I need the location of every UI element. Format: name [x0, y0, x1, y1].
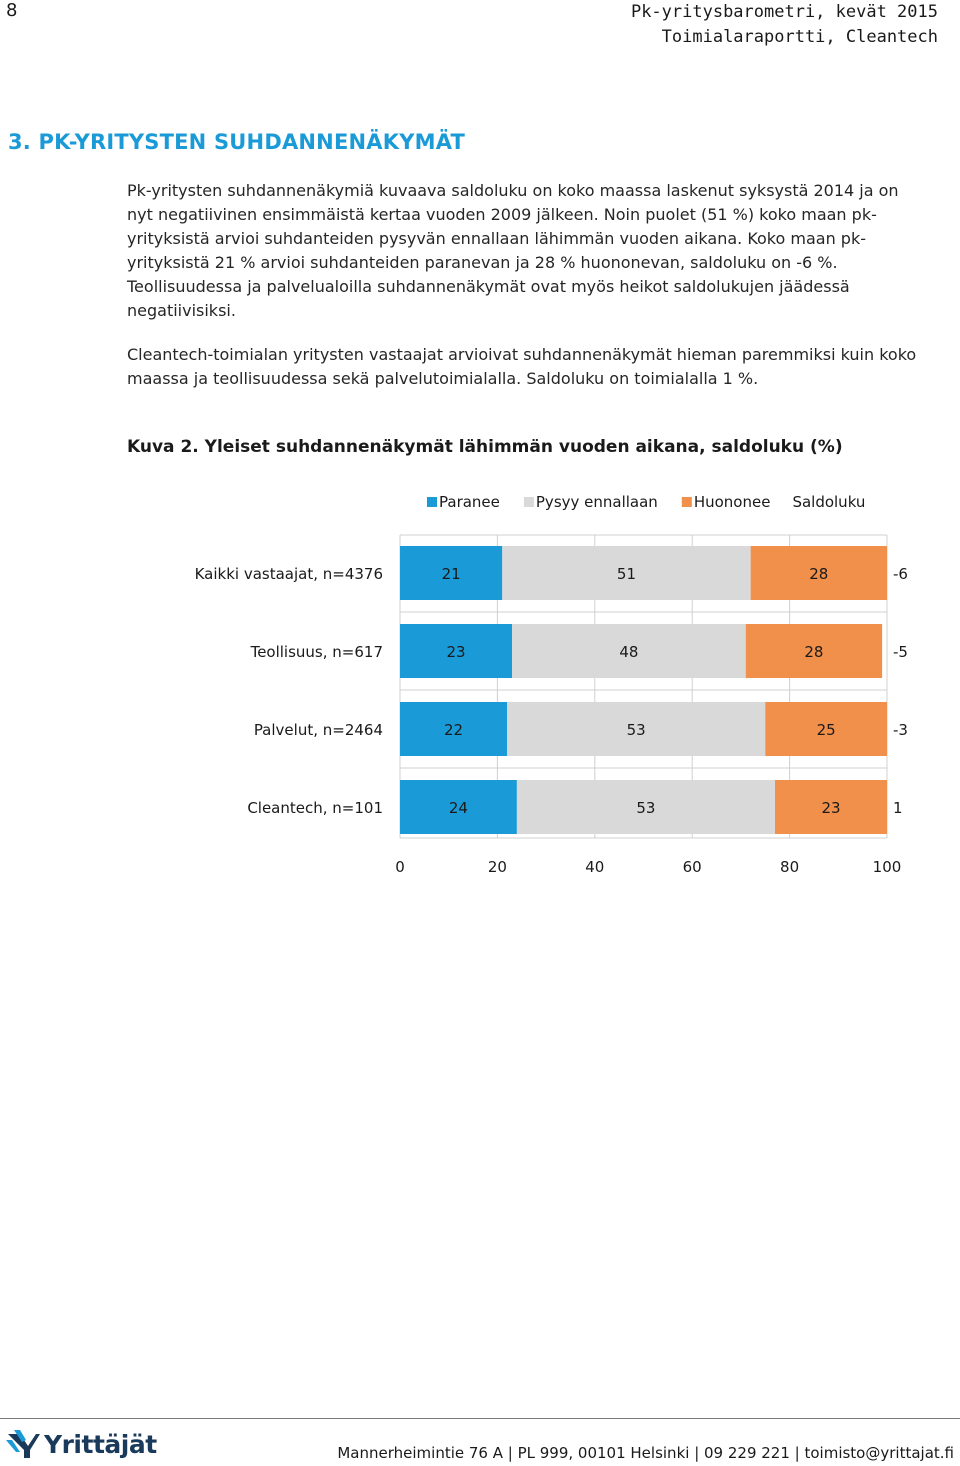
footer-logo: [6, 1428, 157, 1460]
legend-label-saldo: Saldoluku: [792, 493, 866, 511]
saldo-value-1: -5: [893, 643, 908, 661]
footer-address: Mannerheimintie 76 A | PL 999, 00101 Helsinki | 09 229 221 | toimisto@yrittajat.fi: [337, 1444, 954, 1462]
chart-svg: [0, 480, 960, 900]
bar-value-2-1: 53: [626, 721, 646, 739]
running-header: [631, 0, 938, 50]
x-tick-label-0: 0: [395, 858, 405, 876]
paragraph-2: Cleantech-toimialan yritysten vastaajat arvioivat suhdannenäkymät hieman paremmiksi kuin koko maassa ja teollisuudessa sekä palvelutoimialalla. Saldoluku on toimialalla 1 %.: [127, 345, 917, 388]
section-heading: 3. PK-YRITYSTEN SUHDANNENÄKYMÄT: [8, 130, 466, 154]
bar-value-3-1: 53: [636, 799, 656, 817]
legend-swatch-1: [524, 497, 534, 507]
bar-value-1-0: 23: [446, 643, 466, 661]
yrittajat-logo-icon: [6, 1428, 42, 1460]
bar-value-2-2: 25: [816, 721, 836, 739]
logo-text: Yrittäjät: [44, 1429, 157, 1459]
bar-value-0-1: 51: [616, 565, 637, 583]
bar-value-2-0: 22: [444, 721, 464, 739]
category-label-1: Teollisuus, n=617: [250, 643, 383, 661]
paragraph-1: Pk-yritysten suhdannenäkymiä kuvaava saldoluku on koko maassa laskenut syksystä 2014 ja on nyt negatiivinen ensimmäistä kertaa vuoden 2009 jälkeen. Noin puolet (51 %) koko maan pk-yrityksistä arvioi suhdanteiden pysyvän ennallaan lähimmän vuoden aikana. Koko maan pk-yrityksistä 21 % arvioi suhdanteiden paranevan ja 28 % huononevan, saldoluku on -6 %. Teollisuudessa ja palvelualoilla suhdannenäkymät ovat myös heikot saldolukujen jäädessä negatiivisiksi.: [127, 181, 899, 320]
running-header-title: Pk-yritysbarometri, kevät 2015: [630, 2, 938, 22]
saldo-value-3: 1: [893, 799, 903, 817]
stacked-bar-chart: [0, 480, 960, 900]
figure-caption: Kuva 2. Yleiset suhdannenäkymät lähimmän vuoden aikana, saldoluku (%): [127, 437, 843, 457]
legend-label-1: Pysyy ennallaan: [535, 493, 658, 511]
category-label-3: Cleantech, n=101: [247, 799, 383, 817]
page-number: 8: [6, 0, 18, 21]
saldo-value-0: -6: [893, 565, 908, 583]
saldo-value-2: -3: [893, 721, 908, 739]
legend-label-2: Huononee: [693, 493, 771, 511]
running-header-subtitle: Toimialaraportti, Cleantech: [661, 27, 938, 47]
bar-value-3-2: 23: [821, 799, 841, 817]
legend-swatch-0: [427, 497, 437, 507]
bar-value-3-0: 24: [448, 799, 468, 817]
bar-value-0-0: 21: [441, 565, 461, 583]
legend-swatch-2: [682, 497, 692, 507]
x-tick-label-3: 60: [682, 858, 702, 876]
bar-value-1-1: 48: [619, 643, 639, 661]
bar-value-1-2: 28: [804, 643, 824, 661]
legend-label-0: Paranee: [439, 493, 500, 511]
x-tick-label-5: 100: [872, 858, 902, 876]
x-tick-label-2: 40: [585, 858, 605, 876]
footer-divider: [0, 1418, 960, 1419]
x-tick-label-4: 80: [780, 858, 800, 876]
x-tick-label-1: 20: [487, 858, 507, 876]
bar-value-0-2: 28: [809, 565, 829, 583]
category-label-2: Palvelut, n=2464: [253, 721, 383, 739]
category-label-0: Kaikki vastaajat, n=4376: [194, 565, 383, 583]
